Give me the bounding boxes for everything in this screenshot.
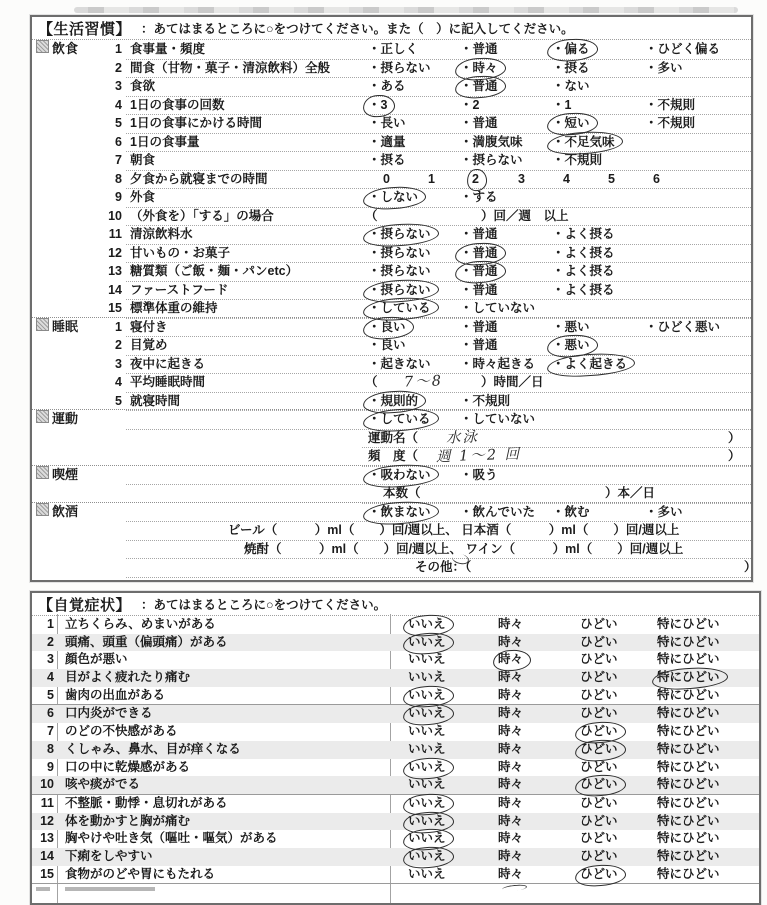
answer-option: ・していない — [460, 412, 536, 426]
hand-circle-mark: いいえ — [408, 813, 446, 831]
row-label: 就寝時間 — [130, 393, 181, 408]
hand-circle-mark: ・3 — [368, 96, 387, 115]
row-label: 1日の食事の回数 — [130, 97, 225, 112]
answer-option: ひどい — [580, 831, 618, 846]
symptom-row — [32, 634, 759, 652]
hand-circle-mark: ひどい — [580, 723, 618, 741]
row-number: 3 — [115, 79, 122, 93]
row-number: 3 — [115, 356, 122, 371]
hand-circle-mark: いいえ — [408, 759, 446, 777]
row-label: 食欲 — [130, 79, 156, 93]
hand-circle-mark: いいえ — [408, 705, 446, 723]
cut-off-row-fragment — [36, 887, 50, 891]
symptom-row — [32, 651, 759, 669]
answer-option: ・不規則 — [552, 153, 603, 167]
answer-option: 時々 — [498, 670, 524, 685]
answer-option: ・よく摂る — [552, 282, 615, 297]
answer-option: ひどい — [580, 670, 618, 685]
lifestyle-title: 【生活習慣】 — [38, 20, 132, 38]
lifestyle-row — [32, 392, 751, 411]
group-marker-icon — [36, 40, 49, 53]
lifestyle-row — [32, 207, 751, 226]
row-number: 8 — [47, 741, 54, 756]
symptom-row — [32, 830, 759, 848]
row-number: 4 — [115, 375, 122, 389]
scale-number: 1 — [428, 171, 435, 186]
symptom-label: 体を動かすと胸が痛む — [65, 813, 191, 828]
scale-number: 0 — [383, 171, 390, 186]
row-number: 15 — [40, 866, 54, 881]
symptom-label: 立ちくらみ、めまいがある — [65, 617, 216, 631]
answer-option: 時々 — [498, 866, 524, 881]
answer-option: ひどい — [580, 652, 618, 667]
answer-option: 時々 — [498, 741, 524, 756]
hand-circle-mark: 2 — [472, 170, 479, 189]
answer-option: ・不規則 — [645, 97, 696, 112]
lifestyle-row — [32, 540, 751, 559]
symptom-label: 下痢をしやすい — [65, 848, 153, 863]
row-number: 6 — [47, 706, 54, 721]
hand-circle-mark: 時々 — [498, 651, 523, 669]
answer-option: 特にひどい — [657, 831, 720, 846]
answer-option: 特にひどい — [657, 724, 720, 739]
answer-option: いいえ — [408, 777, 446, 792]
hand-circle-mark: いいえ — [408, 795, 446, 813]
fill-in-text: （ — [365, 208, 378, 223]
lifestyle-row — [32, 151, 751, 170]
lifestyle-row — [32, 447, 751, 466]
row-number: 5 — [115, 393, 122, 408]
lifestyle-row — [32, 225, 751, 244]
answer-option: 特にひどい — [657, 866, 720, 881]
symptom-row — [32, 616, 759, 634]
cut-off-row-fragment — [32, 883, 759, 902]
answer-option: ・1 — [552, 97, 572, 112]
group-label: 運動 — [52, 411, 79, 426]
answer-option: 時々 — [498, 706, 524, 721]
group-marker-icon — [36, 466, 49, 479]
answer-option: ひどい — [580, 687, 618, 702]
answer-option: ひどい — [580, 848, 618, 863]
symptom-row — [32, 813, 759, 831]
hand-circle-mark: いいえ — [408, 687, 446, 705]
answer-option: 特にひどい — [657, 813, 720, 828]
group-marker-icon — [36, 410, 49, 423]
row-number: 6 — [115, 134, 122, 149]
row-number: 3 — [47, 652, 54, 667]
row-label: 標準体重の維持 — [130, 301, 218, 315]
lifestyle-row — [32, 244, 751, 263]
symptoms-instruction: ：あてはまるところに○をつけてください。 — [141, 598, 387, 612]
answer-option: ・よく摂る — [552, 264, 615, 278]
answer-option: 時々 — [498, 759, 524, 774]
row-label: 間食（甘物・菓子・清涼飲料）全般 — [130, 60, 331, 75]
lifestyle-row — [32, 133, 751, 152]
hand-circle-mark: いいえ — [408, 634, 446, 652]
row-number: 13 — [108, 264, 122, 278]
answer-option: 時々 — [498, 634, 524, 649]
row-label: 平均睡眠時間 — [130, 375, 206, 389]
lifestyle-row — [32, 188, 751, 207]
answer-option: ・普通 — [460, 116, 498, 130]
row-number: 14 — [40, 848, 54, 863]
lifestyle-row — [32, 429, 751, 448]
lifestyle-header — [32, 17, 751, 40]
symptom-row — [32, 866, 759, 884]
lifestyle-row — [32, 262, 751, 281]
lifestyle-rows — [32, 40, 757, 577]
answer-option: いいえ — [408, 652, 446, 667]
row-number: 4 — [47, 670, 54, 685]
answer-option: ・多い — [645, 60, 683, 75]
group-marker-icon — [36, 318, 49, 331]
lifestyle-row — [32, 59, 751, 78]
answer-option: 特にひどい — [657, 741, 720, 756]
answer-option: ・普通 — [460, 282, 498, 297]
row-number: 12 — [40, 813, 54, 828]
row-number: 5 — [115, 116, 122, 130]
answer-option: ・飲んでいた — [460, 504, 536, 519]
answer-option: ・普通 — [460, 319, 498, 334]
symptom-row — [32, 776, 759, 794]
lifestyle-row — [32, 77, 751, 96]
symptom-label: 口の中に乾燥感がある — [65, 759, 191, 774]
group-label: 喫煙 — [52, 466, 79, 482]
row-number: 2 — [47, 634, 54, 649]
row-label: 外食 — [130, 190, 156, 204]
answer-option: いいえ — [408, 670, 446, 685]
fill-in-text: 運動名（ — [368, 430, 419, 445]
lifestyle-instruction: ：あてはまるところに○をつけてください。また（ ）に記入してください。 — [141, 22, 574, 36]
symptom-row — [32, 759, 759, 777]
symptom-row — [32, 687, 759, 705]
hand-circle-mark: ・良い — [368, 318, 406, 337]
lifestyle-row — [32, 96, 751, 115]
row-number: 7 — [115, 153, 122, 167]
lifestyle-row — [32, 170, 751, 189]
handwritten-entry: 水泳 — [445, 428, 480, 447]
symptom-row — [32, 741, 759, 759]
answer-option: ・普通 — [460, 338, 498, 352]
lifestyle-row — [32, 558, 757, 577]
symptom-row — [32, 723, 759, 741]
answer-option: ・摂る — [368, 153, 406, 167]
cut-off-row-fragment — [502, 884, 527, 893]
hand-circle-mark: ・偏る — [552, 40, 590, 59]
row-label: 清涼飲料水 — [130, 227, 193, 241]
row-number: 12 — [108, 245, 122, 260]
answer-option: ・起きない — [368, 356, 431, 371]
scale-number: 5 — [608, 171, 615, 186]
answer-option: ・ない — [552, 79, 590, 93]
answer-option: ・適量 — [368, 134, 406, 149]
row-number: 1 — [115, 319, 122, 334]
lifestyle-row — [32, 299, 751, 318]
symptom-label: 食物がのどや胃にもたれる — [65, 866, 216, 881]
symptom-label: 目がよく疲れたり痛む — [65, 670, 191, 685]
symptom-label: くしゃみ、鼻水、目が痒くなる — [65, 741, 241, 756]
symptom-row — [32, 848, 759, 866]
row-number: 7 — [47, 724, 54, 739]
row-number: 9 — [115, 190, 122, 204]
row-label: 寝付き — [130, 319, 168, 334]
row-number: 1 — [47, 617, 54, 631]
row-number: 14 — [108, 282, 122, 297]
row-label: （外食を）「する」の場合 — [130, 208, 274, 223]
answer-option: ・不規則 — [460, 393, 511, 408]
symptoms-title: 【自覚症状】 — [38, 596, 132, 614]
hand-circle-mark: いいえ — [408, 848, 446, 866]
cut-off-row-fragment — [65, 887, 155, 891]
hand-circle-mark: いいえ — [408, 616, 446, 634]
answer-option: ・よく摂る — [552, 245, 615, 260]
lifestyle-row — [32, 373, 751, 392]
lifestyle-row — [32, 355, 751, 374]
hand-circle-mark: ・規則的 — [368, 392, 418, 411]
hand-circle-mark: ・普通 — [460, 244, 498, 263]
scan-artifact-streak — [74, 7, 738, 13]
scale-number: 6 — [653, 171, 660, 186]
answer-option: ・よく摂る — [552, 227, 615, 241]
answer-option: ・正しく — [368, 42, 419, 56]
answer-option: ひどい — [580, 813, 618, 828]
fill-in-text: ）時間／日 — [481, 375, 544, 389]
hand-circle-mark: ・摂らない — [368, 281, 431, 300]
fill-in-text: ）回／週 以上 — [481, 208, 569, 223]
row-label: 糖質類（ご飯・麺・パンetc） — [130, 264, 299, 278]
answer-option: 時々 — [498, 831, 524, 846]
symptom-label: 顔色が悪い — [65, 652, 128, 667]
hand-circle-mark: ・普通 — [460, 262, 498, 281]
lifestyle-row — [32, 114, 751, 133]
answer-option: 時々 — [498, 724, 524, 739]
lifestyle-section — [30, 15, 757, 582]
answer-option: ・良い — [368, 338, 406, 352]
symptom-label: 胸やけや吐き気（嘔吐・嘔気）がある — [65, 831, 278, 846]
symptom-label: 口内炎ができる — [65, 706, 153, 721]
fill-in-text: ）本／日 — [605, 486, 656, 500]
hand-circle-mark: いいえ — [408, 830, 446, 848]
fill-in-text: 焼酎（ ）ml（ ）回/週以上、 ワイン（ ）ml（ ）回/週以上 — [244, 541, 684, 556]
hand-circle-mark: ・短い — [552, 114, 590, 133]
answer-option: ・普通 — [460, 42, 498, 56]
row-label: ファーストフード — [130, 282, 229, 297]
row-number: 15 — [108, 301, 122, 315]
fill-in-text: ） — [728, 449, 741, 463]
fill-in-text: 本数（ — [383, 486, 421, 500]
answer-option: ・普通 — [460, 227, 498, 241]
fill-in-text: （ — [365, 375, 378, 389]
handwritten-entry: 週 1～2 回 — [435, 446, 522, 466]
answer-option: ・多い — [645, 504, 683, 519]
row-number: 10 — [108, 208, 122, 223]
lifestyle-row — [32, 40, 751, 59]
hand-circle-mark: ひどい — [580, 776, 618, 794]
answer-option: ・ひどく悪い — [645, 319, 721, 334]
lifestyle-row — [32, 410, 751, 429]
group-marker-icon — [36, 503, 49, 516]
symptom-label: 頭痛、頭重（偏頭痛）がある — [65, 634, 228, 649]
hand-circle-mark: ・している — [368, 410, 431, 429]
symptom-label: 不整脈・動悸・息切れがある — [65, 795, 228, 810]
symptom-label: 歯肉の出血がある — [65, 687, 166, 702]
row-number: 2 — [115, 338, 122, 352]
answer-option: ・時々起きる — [460, 356, 536, 371]
row-rule-line — [126, 577, 751, 578]
lifestyle-row — [32, 281, 751, 300]
row-label: 1日の食事量 — [130, 134, 200, 149]
answer-option: ・不規則 — [645, 116, 696, 130]
hand-circle-mark: ひどい — [580, 741, 618, 759]
answer-option: ・ひどく偏る — [645, 42, 721, 56]
hand-circle-mark: ・摂らない — [368, 225, 431, 244]
answer-option: いいえ — [408, 724, 446, 739]
answer-option: ・摂らない — [368, 264, 431, 278]
answer-option: 特にひどい — [657, 634, 720, 649]
group-label: 飲酒 — [52, 503, 79, 519]
scale-number: 4 — [563, 171, 570, 186]
symptom-row — [32, 669, 759, 687]
lifestyle-row — [32, 503, 751, 522]
answer-option: 特にひどい — [657, 617, 720, 631]
hand-circle-mark: ・時々 — [460, 59, 498, 78]
row-number: 8 — [115, 171, 122, 186]
fill-in-text: ） — [744, 560, 757, 574]
answer-option: ・長い — [368, 116, 406, 130]
fill-in-text: ビール（ ）ml（ ）回/週以上、 日本酒（ ）ml（ ）回/週以上 — [228, 523, 680, 537]
answer-option: 特にひどい — [657, 759, 720, 774]
row-number: 5 — [47, 687, 54, 702]
row-label: 目覚め — [130, 338, 168, 352]
hand-circle-mark: ・不足気味 — [552, 133, 615, 152]
row-number: 11 — [40, 795, 54, 810]
fill-in-text: 頻 度（ — [368, 449, 419, 463]
symptoms-header — [32, 593, 759, 616]
answer-option: ・摂る — [552, 60, 590, 75]
answer-option: ひどい — [580, 617, 618, 631]
group-label: 飲食 — [52, 41, 79, 56]
answer-option: 特にひどい — [657, 706, 720, 721]
lifestyle-row — [32, 466, 751, 485]
hand-circle-mark: ・吸わない — [368, 466, 431, 485]
answer-option: いいえ — [408, 741, 446, 756]
row-number: 11 — [108, 227, 122, 241]
fill-in-text: その他：（ — [415, 560, 472, 574]
row-number: 9 — [47, 759, 54, 774]
answer-option: 特にひどい — [657, 687, 720, 702]
answer-option: 特にひどい — [657, 848, 720, 863]
scale-number: 3 — [518, 171, 525, 186]
symptom-label: 咳や痰がでる — [65, 777, 141, 792]
lifestyle-row — [32, 336, 751, 355]
answer-option: ・摂らない — [368, 245, 431, 260]
answer-option: ひどい — [580, 706, 618, 721]
symptom-row — [32, 794, 759, 813]
hand-circle-mark: ・よく起きる — [552, 355, 627, 374]
answer-option: ・摂らない — [368, 60, 431, 75]
answer-option: 時々 — [498, 813, 524, 828]
answer-option: ・2 — [460, 97, 480, 112]
row-label: 1日の食事にかける時間 — [130, 116, 262, 130]
hand-circle-mark: ・飲まない — [368, 503, 431, 522]
group-label: 睡眠 — [52, 318, 79, 334]
hand-circle-mark: ・している — [368, 299, 431, 318]
row-label: 夕食から就寝までの時間 — [130, 171, 268, 186]
answer-option: ・満腹気味 — [460, 134, 523, 149]
row-number: 4 — [115, 97, 122, 112]
answer-option: 時々 — [498, 687, 524, 702]
row-label: 甘いもの・お菓子 — [130, 245, 231, 260]
row-number: 2 — [115, 60, 122, 75]
answer-option: 特にひどい — [657, 777, 720, 792]
row-label: 朝食 — [130, 153, 156, 167]
answer-option: 特にひどい — [657, 795, 720, 810]
answer-option: ・飲む — [552, 504, 590, 519]
row-label: 食事量・頻度 — [130, 42, 206, 56]
hand-circle-mark: ・普通 — [460, 77, 498, 96]
answer-option: ・する — [460, 190, 498, 204]
row-number: 13 — [40, 831, 54, 846]
answer-option: ・吸う — [460, 467, 498, 482]
answer-option: 時々 — [498, 777, 524, 792]
handwritten-entry: 7～8 — [403, 373, 444, 391]
answer-option: 時々 — [498, 848, 524, 863]
row-number: 1 — [115, 42, 122, 56]
answer-option: ひどい — [580, 795, 618, 810]
hand-circle-mark: 特にひどい — [657, 669, 720, 687]
fill-in-text: ） — [728, 430, 741, 445]
row-label: 夜中に起きる — [130, 356, 206, 371]
answer-option: ・ある — [368, 79, 406, 93]
answer-option: ・悪い — [552, 319, 590, 334]
answer-option: ・していない — [460, 301, 536, 315]
symptoms-section — [30, 591, 761, 905]
lifestyle-row — [32, 318, 751, 337]
answer-option: 時々 — [498, 617, 524, 631]
answer-option: 時々 — [498, 795, 524, 810]
answer-option: 特にひどい — [657, 652, 720, 667]
symptom-label: のどの不快感がある — [65, 724, 178, 739]
hand-circle-mark: ・悪い — [552, 336, 590, 355]
row-number: 10 — [40, 777, 54, 792]
answer-option: ・摂らない — [460, 153, 523, 167]
answer-option: いいえ — [408, 866, 446, 881]
symptoms-rows — [32, 616, 759, 902]
answer-option: ひどい — [580, 759, 618, 774]
symptom-row — [32, 704, 759, 723]
answer-option: ひどい — [580, 634, 618, 649]
hand-circle-mark: ひどい — [580, 866, 618, 884]
hand-circle-mark: ・しない — [368, 188, 418, 207]
